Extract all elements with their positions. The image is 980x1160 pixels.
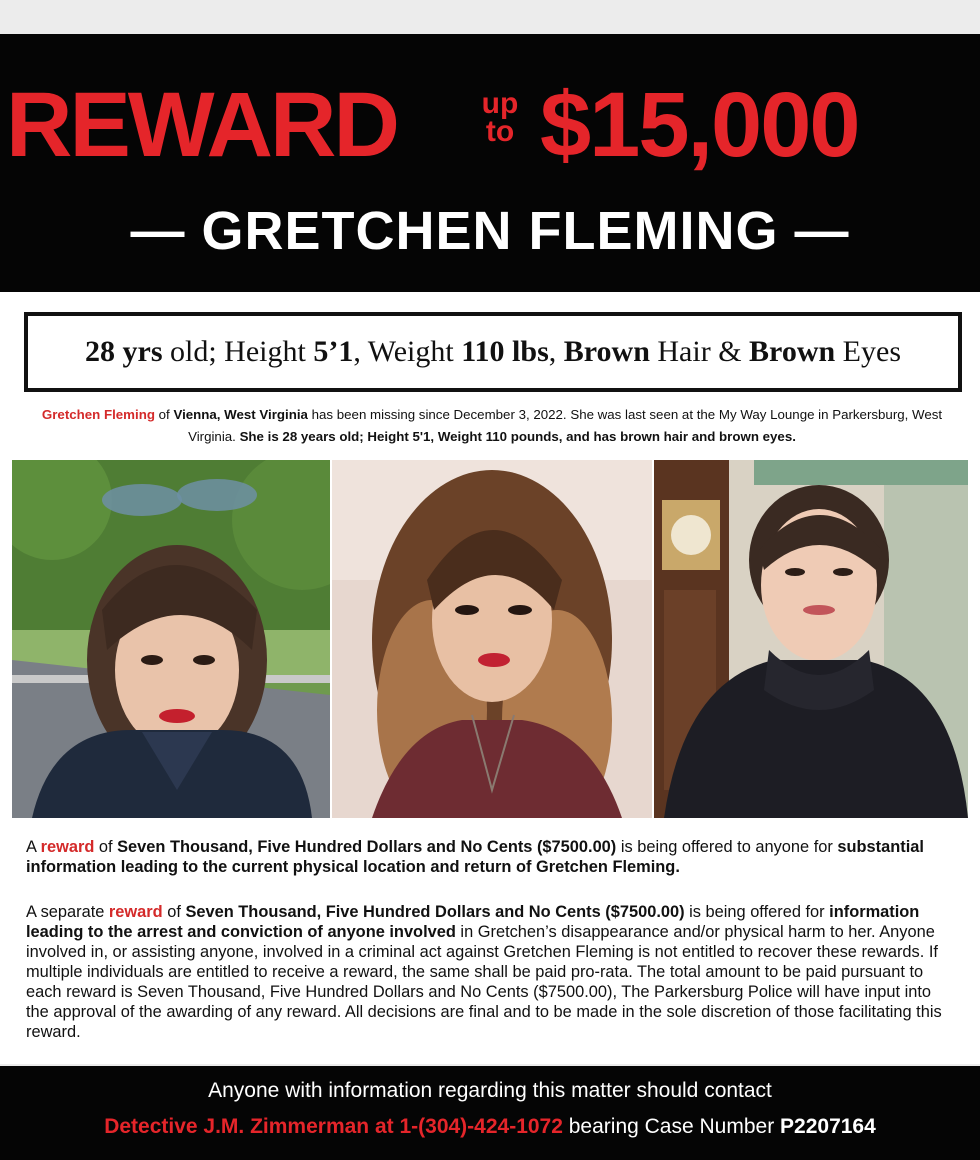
para2-of: of: [162, 903, 186, 921]
hair-color: Brown: [563, 335, 650, 368]
weight-unit: lbs: [504, 335, 549, 368]
para1-of: of: [94, 838, 118, 856]
reward-amount: $15,000: [540, 74, 859, 176]
photo-home: [654, 460, 968, 818]
intro-name: Gretchen Fleming: [41, 407, 155, 422]
intro-details: She is 28 years old; Height 5'1, Weight 110 pounds, and has brown hair and brown eyes.: [239, 429, 796, 444]
reward-paragraph-1: [26, 837, 956, 877]
para2-reward: reward: [108, 903, 163, 921]
weight-value: 110: [461, 335, 505, 368]
para1-a: A: [26, 838, 41, 856]
top-margin: [0, 0, 980, 34]
age-rest: old; Height: [162, 335, 314, 368]
reward-word: REWARD: [6, 74, 397, 176]
para1-reward: reward: [40, 838, 95, 856]
reward-headline: [0, 70, 980, 180]
para2-a: A separate: [26, 903, 109, 921]
para2-amount: Seven Thousand, Five Hundred Dollars and No Cents ($7500.00): [185, 903, 685, 921]
height-value: 5’1: [313, 335, 354, 368]
hair-separator: ,: [548, 335, 564, 368]
age-unit: yrs: [122, 335, 163, 368]
detective-contact: Detective J.M. Zimmerman at 1-(304)-424-1072: [104, 1115, 563, 1138]
contact-instruction: Anyone with information regarding this matter should contact: [208, 1079, 772, 1102]
hair-label: Hair &: [649, 335, 750, 368]
para1-info: substantial information leading to the current physical location and return of Gretchen Fleming.: [26, 838, 924, 876]
photo-indoor: [332, 460, 652, 818]
to-label: to: [485, 115, 515, 148]
contact-details: [0, 1114, 980, 1140]
bearing-text: bearing Case Number: [562, 1115, 781, 1138]
para2-offered: is being offered for: [684, 903, 830, 921]
intro-paragraph: [28, 404, 956, 448]
stats-box: [24, 312, 962, 392]
para1-amount: Seven Thousand, Five Hundred Dollars and No Cents ($7500.00): [117, 838, 617, 856]
para2-info: information leading to the arrest and conviction of anyone involved: [26, 903, 920, 941]
para1-offered: is being offered to anyone for: [616, 838, 838, 856]
up-to-label: [474, 87, 526, 148]
reward-paragraph-2: [26, 902, 956, 1042]
intro-missing: has been missing since December 3, 2022. She was last seen at the My Way Lounge in Parkersburg, West Virginia.: [188, 407, 943, 444]
weight-label: , Weight: [353, 335, 462, 368]
eye-color: Brown: [749, 335, 836, 368]
photo-outdoor: [12, 460, 330, 818]
stats-text: [28, 316, 958, 388]
footer-banner: [0, 1066, 980, 1160]
para2-rest: in Gretchen’s disappearance and/or physical harm to her. Anyone involved in, or assisting anyone, involved in a criminal act against Gretchen Fleming is not entitled to recover these rewards. If multiple individuals are entitled to receive a reward, the same shall be paid pro-rata. The total amount to be paid pursuant to each reward is Seven Thousand, Five Hundred Dollars and No Cents ($7500.00), The Parkersburg Police will have input into the approval of the awarding of any reward. All decisions are final and to be made in the sole discretion of those facilitating this reward.: [26, 923, 942, 1041]
intro-of: of: [154, 407, 174, 422]
intro-place: Vienna, West Virginia: [173, 407, 308, 422]
case-number: P2207164: [780, 1115, 876, 1138]
up-label: up: [481, 87, 519, 120]
age-number: 28: [85, 335, 115, 368]
person-name: — GRETCHEN FLEMING —: [130, 201, 850, 261]
eyes-label: Eyes: [835, 335, 901, 368]
photo-row: [12, 460, 968, 818]
